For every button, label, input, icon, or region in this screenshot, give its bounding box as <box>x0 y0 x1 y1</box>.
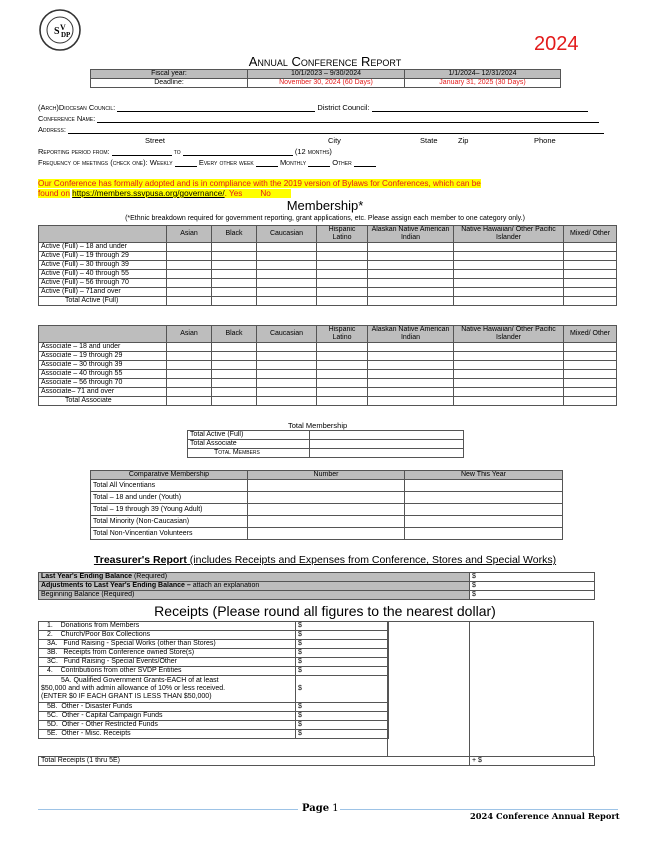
associate-cell[interactable] <box>454 361 564 370</box>
other-field[interactable] <box>354 158 376 167</box>
associate-cell[interactable] <box>257 370 317 379</box>
comparative-row <box>91 492 563 504</box>
receipt-amount[interactable]: $ <box>296 649 389 658</box>
monthly-label: Monthly <box>279 158 307 167</box>
balance-label <box>39 573 470 582</box>
active-cell[interactable] <box>454 261 564 270</box>
page-title: Annual Conference Report <box>248 54 402 69</box>
active-cell[interactable] <box>317 279 368 288</box>
deadline-label: Deadline: <box>91 79 248 88</box>
active-cell[interactable] <box>368 297 454 306</box>
comparative-new[interactable] <box>405 492 563 504</box>
receipt-amount[interactable]: $ <box>296 622 389 631</box>
report-year: 2024 <box>534 33 579 55</box>
active-cell[interactable] <box>368 261 454 270</box>
active-membership-table <box>38 225 617 306</box>
associate-row <box>39 379 617 388</box>
comparative-new[interactable] <box>405 516 563 528</box>
active-cell[interactable] <box>167 288 212 297</box>
active-row <box>39 270 617 279</box>
comparative-row-label: Total Non-Vincentian Volunteers <box>91 528 248 540</box>
associate-cell[interactable] <box>564 388 617 397</box>
total-membership-title: Total Membership <box>288 421 348 430</box>
balance-label-bold: Last Year's Ending Balance <box>41 573 133 580</box>
comparative-header: Comparative Membership <box>91 471 248 480</box>
total-active-label: Total Active (Full) <box>188 431 310 440</box>
associate-cell[interactable] <box>167 397 212 406</box>
active-row-label: Active (Full) – 19 through 29 <box>39 252 167 261</box>
conference-name-label: Conference Name: <box>38 114 96 123</box>
active-row <box>39 279 617 288</box>
associate-cell[interactable] <box>564 343 617 352</box>
page-number <box>302 803 339 814</box>
receipt-grant <box>39 676 296 703</box>
logo <box>33 8 87 53</box>
receipt-row <box>39 721 389 730</box>
receipts-subtotal-box <box>387 621 470 757</box>
associate-cell[interactable] <box>257 397 317 406</box>
receipt-row <box>39 658 389 667</box>
associate-cell[interactable] <box>454 352 564 361</box>
bylaws-link[interactable]: https://members.ssvpusa.org/governance/ <box>72 189 225 198</box>
receipt-grant-line: (ENTER $0 IF EACH GRANT IS LESS THAN $50,000) <box>41 693 212 700</box>
associate-cell[interactable] <box>257 352 317 361</box>
active-cell[interactable] <box>212 270 257 279</box>
associate-row <box>39 361 617 370</box>
reporting-from-field[interactable] <box>112 147 172 156</box>
active-cell[interactable] <box>167 279 212 288</box>
diocesan-row <box>38 103 588 112</box>
treasurer-title-bold: Treasurer's Report <box>93 554 187 566</box>
active-cell[interactable] <box>257 297 317 306</box>
associate-cell[interactable] <box>317 343 368 352</box>
associate-cell[interactable] <box>368 343 454 352</box>
active-cell[interactable] <box>317 243 368 252</box>
active-cell[interactable] <box>212 243 257 252</box>
page-label: Page <box>302 803 330 814</box>
svg-text:DP: DP <box>61 31 71 39</box>
weekly-field[interactable] <box>175 158 197 167</box>
receipt-row <box>39 667 389 676</box>
active-col-header: Native Hawaiian/ Other Pacific Islander <box>454 226 564 243</box>
membership-note: (*Ethnic breakdown required for government reporting, grant applications, etc. Please assign each member to one category only.) <box>125 215 525 222</box>
receipt-amount[interactable]: $ <box>296 703 389 712</box>
receipt-row <box>39 712 389 721</box>
associate-row <box>39 388 617 397</box>
receipt-item: 3C. Fund Raising - Special Events/Other <box>39 658 296 667</box>
active-col-header: Mixed/ Other <box>564 226 617 243</box>
zip-label: Zip <box>458 136 469 145</box>
active-cell[interactable] <box>454 270 564 279</box>
footer-rule-left <box>38 809 298 810</box>
active-cell[interactable] <box>317 270 368 279</box>
comparative-number[interactable] <box>248 516 405 528</box>
receipt-item: 5B. Other - Disaster Funds <box>39 703 296 712</box>
svg-text:S: S <box>54 26 60 37</box>
reporting-to-field[interactable] <box>183 147 293 156</box>
associate-membership-table <box>38 325 617 406</box>
receipt-row <box>39 640 389 649</box>
treasurer-title-rest: (includes Receipts and Expenses from Conference, Stores and Special Works) <box>186 554 557 566</box>
total-members-value[interactable] <box>310 449 464 458</box>
comparative-number[interactable] <box>248 504 405 516</box>
page-num: 1 <box>332 803 339 814</box>
footer-rule-right <box>340 809 618 810</box>
associate-row-label: Associate – 19 through 29 <box>39 352 167 361</box>
bylaws-text-2: found on <box>38 189 70 198</box>
total-receipts-value[interactable]: + $ <box>470 757 595 766</box>
associate-row <box>39 397 617 406</box>
active-cell[interactable] <box>454 252 564 261</box>
active-cell[interactable] <box>454 243 564 252</box>
active-col-header: Black <box>212 226 257 243</box>
district-label: District Council: <box>317 103 370 112</box>
receipt-amount[interactable]: $ <box>296 676 389 703</box>
comparative-row-label: Total Minority (Non-Caucasian) <box>91 516 248 528</box>
active-col-header: Alaskan Native American Indian <box>368 226 454 243</box>
every-other-label: Every other week <box>198 158 254 167</box>
active-cell[interactable] <box>368 252 454 261</box>
district-field[interactable] <box>372 103 588 112</box>
receipt-item: 4. Contributions from other SVDP Entities <box>39 667 296 676</box>
associate-cell[interactable] <box>167 379 212 388</box>
total-receipts-label: Total Receipts (1 thru 5E) <box>39 757 470 766</box>
total-associate-label: Total Associate <box>188 440 310 449</box>
conference-name-field[interactable] <box>97 114 599 123</box>
address-label: Address: <box>38 125 66 134</box>
active-cell[interactable] <box>257 252 317 261</box>
active-row-label: Active (Full) – 40 through 55 <box>39 270 167 279</box>
associate-row-label: Associate– 71 and over <box>39 388 167 397</box>
active-row <box>39 252 617 261</box>
receipts-title: Receipts (Please round all figures to the nearest dollar) <box>154 603 496 619</box>
active-cell[interactable] <box>317 252 368 261</box>
active-cell[interactable] <box>368 288 454 297</box>
associate-row <box>39 352 617 361</box>
receipt-amount[interactable]: $ <box>296 658 389 667</box>
associate-cell[interactable] <box>257 379 317 388</box>
associate-cell[interactable] <box>368 370 454 379</box>
treasurer-title <box>0 554 650 566</box>
fiscal-table <box>90 69 561 88</box>
associate-row-label: Associate – 18 and under <box>39 343 167 352</box>
balance-label <box>39 591 470 600</box>
active-row-label: Active (Full) – 18 and under <box>39 243 167 252</box>
frequency-row <box>38 158 376 167</box>
associate-cell[interactable] <box>317 361 368 370</box>
frequency-label: Frequency of meetings (check one): Weekly <box>38 158 173 167</box>
associate-cell[interactable] <box>368 361 454 370</box>
active-cell[interactable] <box>212 261 257 270</box>
associate-row-label: Associate – 30 through 39 <box>39 361 167 370</box>
active-cell[interactable] <box>167 261 212 270</box>
city-label: City <box>328 136 341 145</box>
address-row <box>38 125 604 134</box>
phone-label: Phone <box>534 136 556 145</box>
associate-cell[interactable] <box>167 361 212 370</box>
active-cell[interactable] <box>212 252 257 261</box>
associate-cell[interactable] <box>257 361 317 370</box>
deadline-b: January 31, 2025 (30 Days) <box>405 79 561 88</box>
active-cell[interactable] <box>167 297 212 306</box>
receipt-row <box>39 622 389 631</box>
comparative-row-label: Total – 19 through 39 (Young Adult) <box>91 504 248 516</box>
associate-cell[interactable] <box>167 343 212 352</box>
months-label: (12 months) <box>294 147 332 156</box>
associate-cell[interactable] <box>257 343 317 352</box>
associate-cell[interactable] <box>454 343 564 352</box>
receipt-item: 5E. Other - Misc. Receipts <box>39 730 296 739</box>
active-cell[interactable] <box>564 279 617 288</box>
active-cell[interactable] <box>317 288 368 297</box>
associate-cell[interactable] <box>454 370 564 379</box>
receipts-total-row <box>38 756 595 766</box>
associate-cell[interactable] <box>317 370 368 379</box>
total-members-label: Total Members <box>188 449 310 458</box>
comparative-number[interactable] <box>248 480 405 492</box>
associate-cell[interactable] <box>212 343 257 352</box>
active-col-header: Caucasian <box>257 226 317 243</box>
other-label: Other <box>332 158 352 167</box>
receipt-item: 1. Donations from Members <box>39 622 296 631</box>
associate-cell[interactable] <box>564 379 617 388</box>
fiscal-label: Fiscal year: <box>91 70 248 79</box>
active-col-header: Hispanic Latino <box>317 226 368 243</box>
active-cell[interactable] <box>564 252 617 261</box>
active-cell[interactable] <box>212 288 257 297</box>
associate-cell[interactable] <box>212 388 257 397</box>
receipt-item: 3B. Receipts from Conference owned Store(s) <box>39 649 296 658</box>
receipt-row <box>39 730 389 739</box>
associate-cell[interactable] <box>212 361 257 370</box>
active-row <box>39 297 617 306</box>
comparative-new[interactable] <box>405 504 563 516</box>
bylaws-no[interactable]: No <box>260 189 271 198</box>
receipt-item: 2. Church/Poor Box Collections <box>39 631 296 640</box>
active-row-label: Active (Full) – 56 through 70 <box>39 279 167 288</box>
receipt-row <box>39 703 389 712</box>
receipt-item: 3A. Fund Raising - Special Works (other than Stores) <box>39 640 296 649</box>
total-active-value[interactable] <box>310 431 464 440</box>
comparative-new[interactable] <box>405 528 563 540</box>
receipt-row-grant <box>39 676 389 703</box>
comparative-header: New This Year <box>405 471 563 480</box>
diocesan-label: (Arch)Diocesan Council: <box>38 103 116 112</box>
reporting-row <box>38 147 332 156</box>
associate-col-header: Caucasian <box>257 326 317 343</box>
associate-col-header: Mixed/ Other <box>564 326 617 343</box>
balance-label-rest: (Required) <box>132 573 168 580</box>
receipt-row <box>39 631 389 640</box>
associate-row-label: Associate – 56 through 70 <box>39 379 167 388</box>
membership-title: Membership* <box>286 198 364 213</box>
active-cell[interactable] <box>564 243 617 252</box>
active-cell[interactable] <box>257 261 317 270</box>
every-other-field[interactable] <box>256 158 278 167</box>
associate-cell[interactable] <box>257 388 317 397</box>
associate-cell[interactable] <box>564 397 617 406</box>
comparative-table <box>90 470 563 540</box>
active-cell[interactable] <box>564 288 617 297</box>
active-cell[interactable] <box>317 261 368 270</box>
total-membership-table <box>187 430 464 458</box>
comparative-row <box>91 504 563 516</box>
associate-row <box>39 343 617 352</box>
active-cell[interactable] <box>257 288 317 297</box>
receipt-row <box>39 649 389 658</box>
receipt-amount[interactable]: $ <box>296 640 389 649</box>
active-cell[interactable] <box>454 279 564 288</box>
active-row-label: Active (Full) – 30 through 39 <box>39 261 167 270</box>
balance-row <box>39 582 595 591</box>
active-col-header: Asian <box>167 226 212 243</box>
balance-table <box>38 572 595 600</box>
comparative-row-label: Total All Vincentians <box>91 480 248 492</box>
associate-cell[interactable] <box>454 388 564 397</box>
associate-header-blank <box>39 326 167 343</box>
associate-cell[interactable] <box>368 352 454 361</box>
associate-row-label: Associate – 40 through 55 <box>39 370 167 379</box>
reporting-label: Reporting period from: <box>38 147 110 156</box>
associate-row-label: Total Associate <box>39 397 167 406</box>
associate-cell[interactable] <box>368 379 454 388</box>
active-cell[interactable] <box>454 297 564 306</box>
bylaws-statement <box>38 179 481 188</box>
conference-name-row <box>38 114 599 123</box>
comparative-new[interactable] <box>405 480 563 492</box>
active-cell[interactable] <box>564 270 617 279</box>
balance-value[interactable]: $ <box>470 591 595 600</box>
associate-cell[interactable] <box>167 370 212 379</box>
receipt-grant-line: 5A. Qualified Government Grants-EACH of at least <box>61 677 219 684</box>
active-row <box>39 243 617 252</box>
associate-cell[interactable] <box>317 352 368 361</box>
bylaws-text-1: Our Conference has formally adopted and is in compliance with the 2019 version of Bylaws for Conferences, which can be <box>38 179 481 188</box>
active-row <box>39 288 617 297</box>
associate-cell[interactable] <box>167 388 212 397</box>
comparative-number[interactable] <box>248 492 405 504</box>
receipts-total-box <box>468 621 594 757</box>
receipt-amount[interactable]: $ <box>296 631 389 640</box>
associate-col-header: Black <box>212 326 257 343</box>
fiscal-period-a: 10/1/2023 – 9/30/2024 <box>248 70 405 79</box>
associate-cell[interactable] <box>212 370 257 379</box>
comparative-row <box>91 528 563 540</box>
receipts-table <box>38 621 389 739</box>
active-cell[interactable] <box>564 261 617 270</box>
associate-cell[interactable] <box>454 397 564 406</box>
active-cell[interactable] <box>167 270 212 279</box>
active-cell[interactable] <box>454 288 564 297</box>
associate-cell[interactable] <box>212 397 257 406</box>
active-cell[interactable] <box>257 279 317 288</box>
balance-row <box>39 573 595 582</box>
receipt-amount[interactable]: $ <box>296 721 389 730</box>
receipt-amount[interactable]: $ <box>296 667 389 676</box>
active-cell[interactable] <box>167 252 212 261</box>
associate-cell[interactable] <box>564 361 617 370</box>
associate-cell[interactable] <box>454 379 564 388</box>
active-cell[interactable] <box>257 243 317 252</box>
associate-cell[interactable] <box>564 352 617 361</box>
active-header-blank <box>39 226 167 243</box>
address-field[interactable] <box>68 125 604 134</box>
associate-col-header: Native Hawaiian/ Other Pacific Islander <box>454 326 564 343</box>
associate-cell[interactable] <box>317 388 368 397</box>
active-cell[interactable] <box>368 243 454 252</box>
active-cell[interactable] <box>317 297 368 306</box>
associate-row <box>39 370 617 379</box>
active-cell[interactable] <box>368 270 454 279</box>
comparative-number[interactable] <box>248 528 405 540</box>
street-label: Street <box>145 136 166 145</box>
receipt-amount[interactable]: $ <box>296 712 389 721</box>
balance-label-rest: Beginning Balance (Required) <box>41 591 135 598</box>
comparative-row <box>91 480 563 492</box>
comparative-row-label: Total – 18 and under (Youth) <box>91 492 248 504</box>
receipts-section <box>38 621 594 766</box>
reporting-to-label: to <box>173 147 181 156</box>
receipt-grant-line: $50,000 and with admin allowance of 10% or less received. <box>41 685 226 692</box>
balance-value[interactable]: $ <box>470 573 595 582</box>
deadline-a: November 30, 2024 (60 Days) <box>248 79 405 88</box>
diocesan-field[interactable] <box>117 103 315 112</box>
state-label: State <box>420 136 438 145</box>
monthly-field[interactable] <box>308 158 330 167</box>
comparative-header: Number <box>248 471 405 480</box>
balance-label <box>39 582 470 591</box>
associate-col-header: Alaskan Native American Indian <box>368 326 454 343</box>
comparative-row <box>91 516 563 528</box>
associate-col-header: Hispanic Latino <box>317 326 368 343</box>
receipt-item: 5C. Other - Capital Campaign Funds <box>39 712 296 721</box>
balance-label-rest: attach an explanation <box>190 582 260 589</box>
active-row-label: Total Active (Full) <box>39 297 167 306</box>
active-cell[interactable] <box>257 270 317 279</box>
associate-cell[interactable] <box>212 352 257 361</box>
associate-cell[interactable] <box>368 397 454 406</box>
associate-cell[interactable] <box>212 379 257 388</box>
active-cell[interactable] <box>564 297 617 306</box>
associate-cell[interactable] <box>564 370 617 379</box>
associate-cell[interactable] <box>368 388 454 397</box>
balance-row <box>39 591 595 600</box>
bylaws-statement-line2 <box>38 189 291 198</box>
fiscal-period-b: 1/1/2024– 12/31/2024 <box>405 70 561 79</box>
balance-label-bold: Adjustments to Last Year's Ending Balance – <box>41 582 191 589</box>
active-cell[interactable] <box>212 297 257 306</box>
balance-value[interactable]: $ <box>470 582 595 591</box>
svdp-seal-icon <box>33 8 87 53</box>
svg-text:V: V <box>60 23 66 32</box>
total-associate-value[interactable] <box>310 440 464 449</box>
bylaws-yes[interactable]: . Yes <box>224 189 243 198</box>
associate-cell[interactable] <box>167 352 212 361</box>
receipt-amount[interactable]: $ <box>296 730 389 739</box>
associate-cell[interactable] <box>317 379 368 388</box>
associate-cell[interactable] <box>317 397 368 406</box>
active-row-label: Active (Full) – 71and over <box>39 288 167 297</box>
footer-title: 2024 Conference Annual Report <box>470 811 620 821</box>
active-cell[interactable] <box>167 243 212 252</box>
active-row <box>39 261 617 270</box>
receipt-item: 5D. Other - Other Restricted Funds <box>39 721 296 730</box>
active-cell[interactable] <box>368 279 454 288</box>
active-cell[interactable] <box>212 279 257 288</box>
associate-col-header: Asian <box>167 326 212 343</box>
